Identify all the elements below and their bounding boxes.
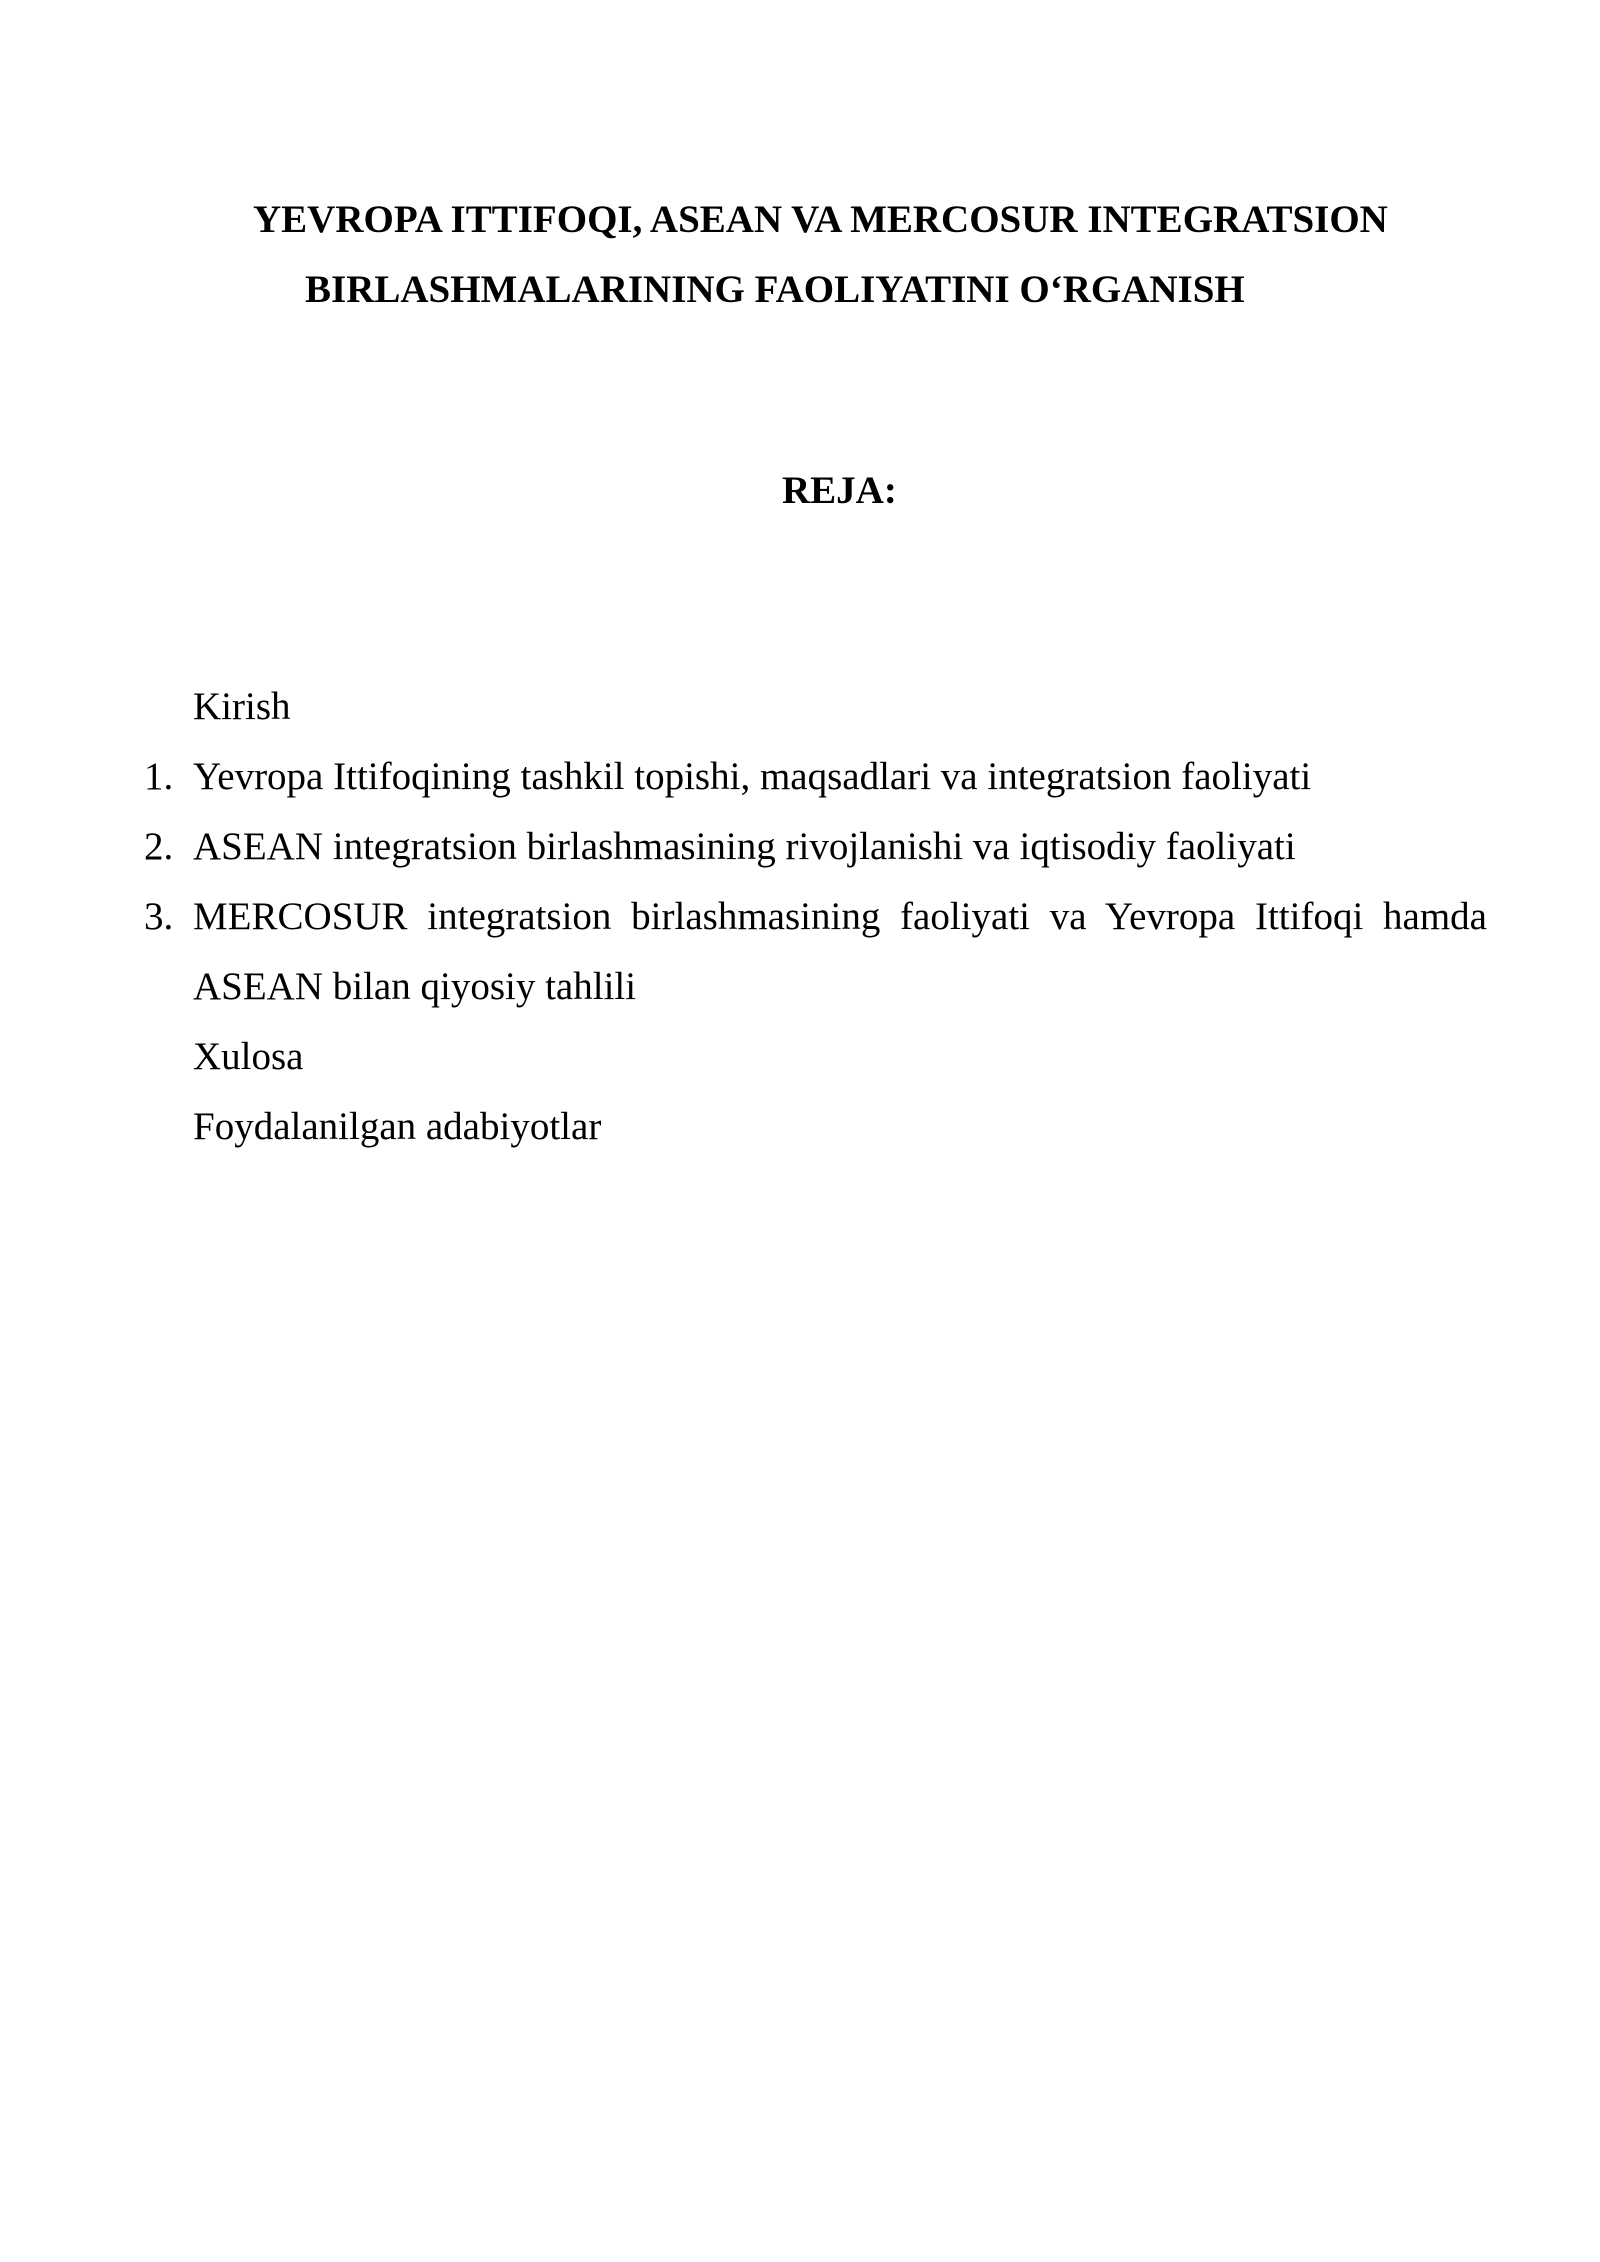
plan-item-3 — [0, 882, 1600, 1022]
plan-item-number: 2. — [144, 825, 174, 868]
title-line-2: BIRLASHMALARINING FAOLIYATINI O‘RGANISH — [305, 268, 1245, 311]
plan-item-2 — [0, 812, 1600, 882]
plan-item-number: 1. — [144, 755, 174, 798]
plan-item-text: Yevropa Ittifoqining tashkil topishi, maqsadlari va integratsion faoliyati — [193, 755, 1312, 798]
plan-item-introduction — [0, 672, 1600, 742]
plan-item-text: ASEAN integratsion birlashmasining rivojlanishi va iqtisodiy faoliyati — [193, 825, 1296, 868]
plan-item-references — [0, 1092, 1600, 1162]
plan-item-1 — [0, 742, 1600, 812]
plan-list — [0, 672, 1600, 1162]
plan-item-text: Xulosa — [193, 1035, 304, 1078]
plan-item-text: Foydalanilgan adabiyotlar — [193, 1105, 602, 1148]
plan-item-conclusion — [0, 1022, 1600, 1092]
plan-item-text: MERCOSUR integratsion birlashmasining faoliyati va Yevropa Ittifoqi hamda ASEAN bilan qiyosiy tahlili — [193, 895, 1487, 1008]
plan-item-number: 3. — [144, 895, 174, 938]
document-title — [0, 185, 1600, 325]
plan-item-text: Kirish — [193, 685, 291, 728]
plan-heading: REJA: — [782, 469, 897, 512]
title-line-1: YEVROPA ITTIFOQI, ASEAN VA MERCOSUR INTEGRATSION — [253, 198, 1388, 241]
